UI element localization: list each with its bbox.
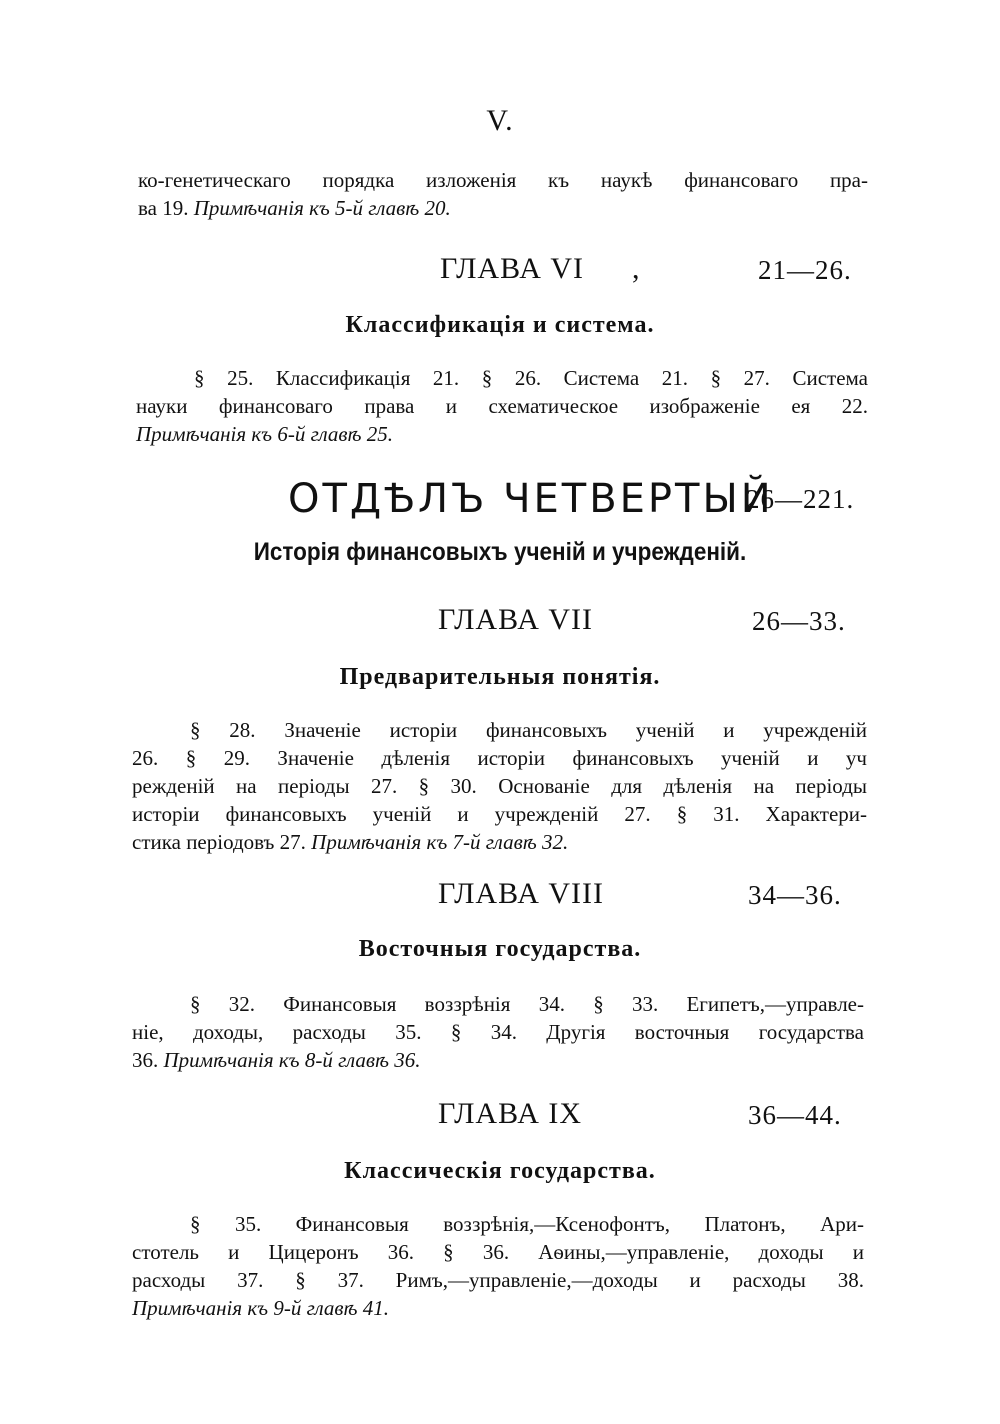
- text-line: [132, 828, 867, 856]
- text-line: § 35. Финансовыя воззрѣнія,—Ксенофонтъ, Платонъ, Ари-: [190, 1212, 864, 1236]
- text-span: 36.: [132, 1048, 164, 1072]
- notes-reference: Примѣчанія къ 6-й главѣ 25.: [136, 422, 394, 446]
- department-subtitle: Исторія финансовыхъ ученій и учрежденій.: [253, 538, 747, 566]
- chapter-page-range: 21—26.: [758, 255, 852, 285]
- text-line: [138, 194, 868, 222]
- chapter-title: ГЛАВА VI: [440, 252, 585, 285]
- text-line: стотель и Цицеронъ 36. § 36. Аѳины,—управленіе, доходы и: [132, 1240, 864, 1264]
- text-line: § 25. Классификація 21. § 26. Система 21. § 27. Система: [194, 366, 868, 390]
- department-title: ОТДѢЛЪ ЧЕТВЕРТЫЙ: [288, 476, 774, 522]
- page-number: V.: [486, 104, 514, 137]
- chapter-contents: [132, 990, 864, 1074]
- notes-reference: Примѣчанія къ 8-й главѣ 36.: [163, 1048, 421, 1072]
- text-line: ко-генетическаго порядка изложенія къ наукѣ финансоваго пра-: [138, 168, 868, 192]
- chapter-page-range: 34—36.: [748, 880, 842, 910]
- notes-reference: Примѣчанія къ 5-й главѣ 20.: [193, 196, 451, 220]
- chapter-subtitle: Классификація и система.: [345, 312, 655, 338]
- chapter-subtitle: Восточныя государства.: [358, 936, 642, 962]
- chapter-subtitle: Предварительныя понятія.: [339, 664, 661, 690]
- chapter-title: ГЛАВА IX: [438, 1097, 583, 1130]
- text-line: § 32. Финансовыя воззрѣнія 34. § 33. Египетъ,—управле-: [190, 992, 864, 1016]
- chapter-title-comma: ,: [632, 252, 641, 285]
- department-page-range: 26—221.: [746, 484, 855, 514]
- text-span: ва 19.: [138, 196, 194, 220]
- text-line: исторіи финансовыхъ ученій и учрежденій 27. § 31. Характери-: [132, 802, 867, 826]
- text-line: § 28. Значеніе исторіи финансовыхъ ученій и учрежденій: [190, 718, 867, 742]
- text-line: 26. § 29. Значеніе дѣленія исторіи финансовыхъ ученій и уч: [132, 746, 867, 770]
- notes-reference: Примѣчанія къ 7-й главѣ 32.: [311, 830, 569, 854]
- text-line: ніе, доходы, расходы 35. § 34. Другія восточныя государства: [132, 1020, 864, 1044]
- text-line: расходы 37. § 37. Римъ,—управленіе,—доходы и расходы 38.: [132, 1268, 864, 1292]
- chapter-contents: [136, 364, 868, 448]
- notes-reference: Примѣчанія къ 9-й главѣ 41.: [132, 1296, 390, 1320]
- text-line: науки финансоваго права и схематическое изображеніе ея 22.: [136, 394, 868, 418]
- chapter-contents: [132, 1210, 864, 1322]
- text-line: режденій на періоды 27. § 30. Основаніе для дѣленія на періоды: [132, 774, 867, 798]
- chapter-title: ГЛАВА VII: [438, 603, 594, 636]
- chapter-page-range: 36—44.: [748, 1100, 842, 1130]
- intro-paragraph: [138, 166, 868, 222]
- chapter-title: ГЛАВА VIII: [438, 877, 605, 910]
- text-line: [132, 1046, 864, 1074]
- chapter-subtitle: Классическія государства.: [344, 1158, 656, 1184]
- chapter-page-range: 26—33.: [752, 606, 846, 636]
- chapter-contents: [132, 716, 867, 856]
- text-span: стика періодовъ 27.: [132, 830, 312, 854]
